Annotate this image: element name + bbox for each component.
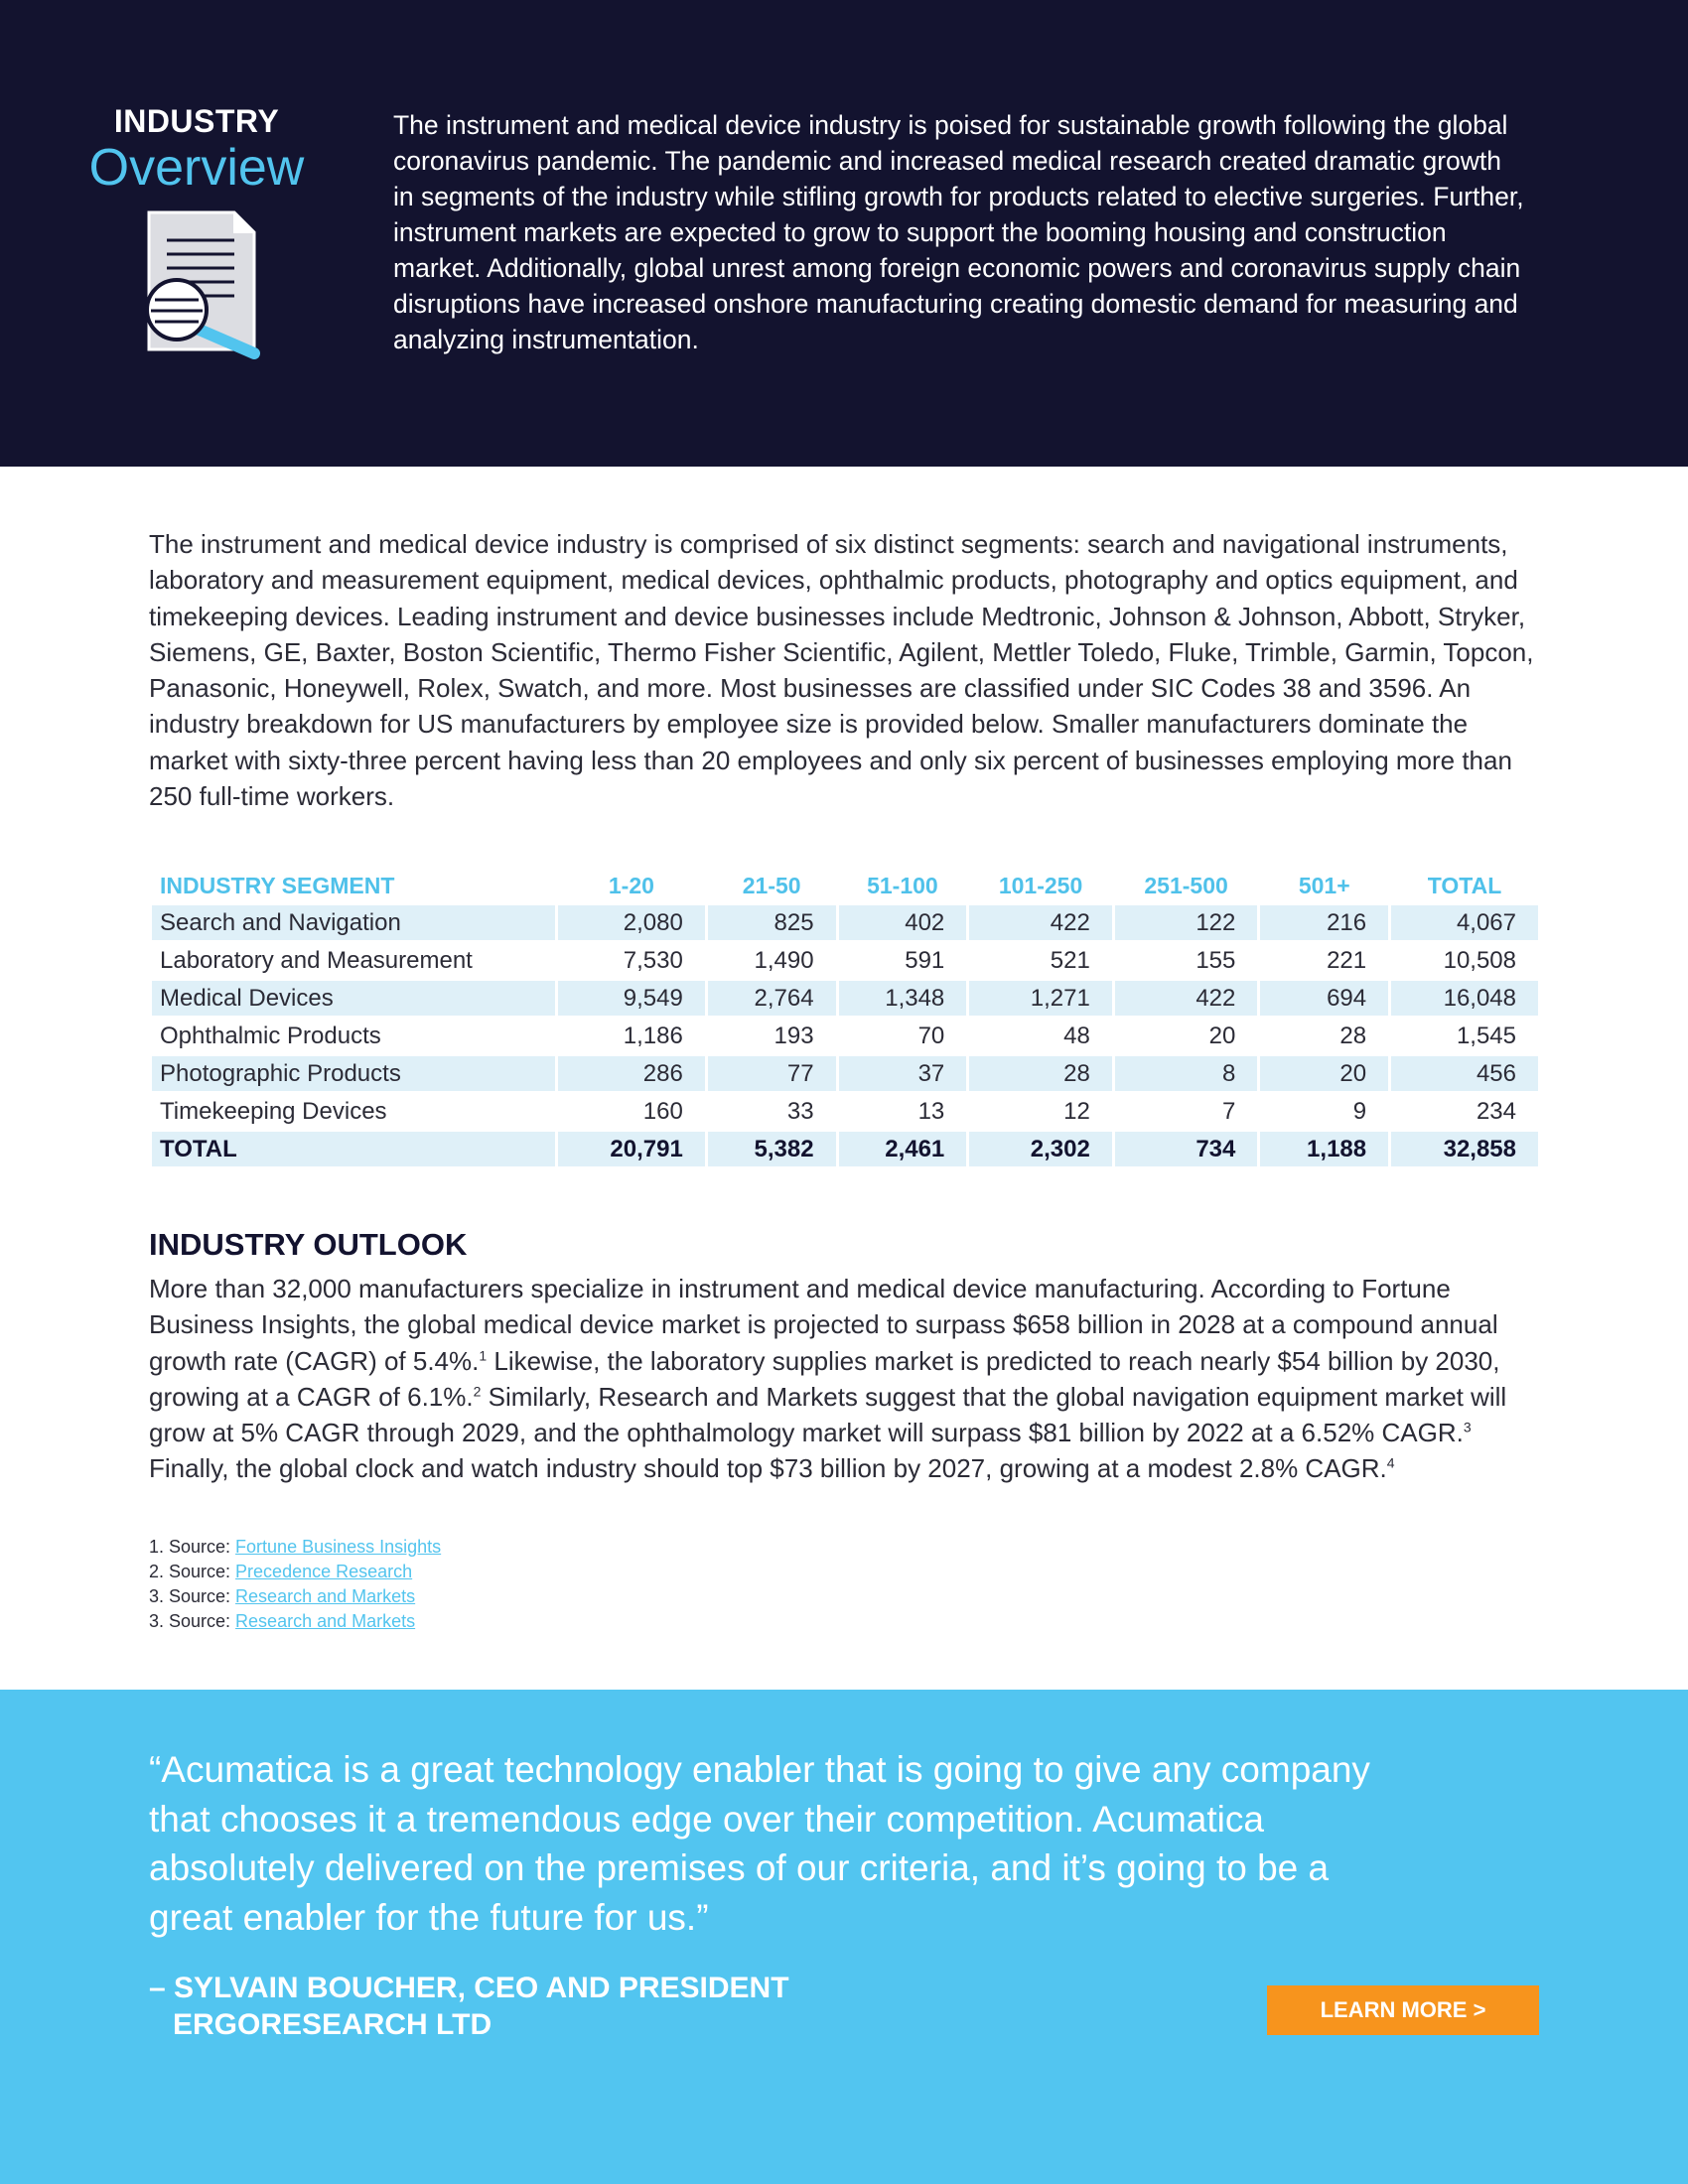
table-cell: 1,545 — [1456, 1022, 1516, 1049]
table-cell: 13 — [917, 1097, 945, 1125]
table-cell: 48 — [1063, 1022, 1090, 1049]
table-cell: 32,858 — [1391, 1132, 1538, 1166]
source-prefix: 3. Source: — [149, 1611, 236, 1631]
sources-list — [149, 1535, 441, 1634]
table-cell: 1,186 — [623, 1022, 683, 1049]
source-link[interactable]: Research and Markets — [235, 1611, 416, 1631]
table-cell: 16,048 — [1391, 981, 1538, 1016]
title-industry: INDUSTRY — [113, 103, 280, 139]
testimonial-quote: “Acumatica is a great technology enabler that is going to give any company that chooses it a tremendous edge over their competition. Acumatica absolutely delivered on the premises of our criteria, and it’s going to be a great enabler for the future for us.” — [149, 1749, 1370, 1938]
table-cell: 1,271 — [969, 981, 1112, 1016]
outlook-text: Finally, the global clock and watch industry should top $73 billion by 2027, growing at a modest 2.8% CAGR. — [149, 1453, 1387, 1484]
total-label: TOTAL — [152, 1132, 555, 1166]
table-cell: 77 — [708, 1056, 836, 1091]
table-cell: 456 — [1391, 1056, 1538, 1091]
intro-paragraph: The instrument and medical device industry is poised for sustainable growth following the global coronavirus pandemic. The pandemic and increased medical research created dramatic growth in segments of the industry while stifling growth for products related to elective surgeries. Further, instrument markets are expected to grow to support the booming housing and construction market. Additionally, global unrest among foreign economic powers and coronavirus supply chain disruptions have increased onshore manufacturing creating domestic demand for measuring and analyzing instrumentation. — [393, 110, 1524, 354]
table-cell: 1,188 — [1260, 1132, 1388, 1166]
table-cell: 422 — [969, 905, 1112, 940]
table-cell: 122 — [1115, 905, 1258, 940]
column-header: 501+ — [1298, 872, 1350, 898]
table-cell: 734 — [1115, 1132, 1258, 1166]
overview-header — [0, 0, 1688, 467]
table-cell: 70 — [917, 1022, 945, 1049]
table-cell: 28 — [969, 1056, 1112, 1091]
segment-name: Timekeeping Devices — [160, 1097, 387, 1125]
source-link[interactable]: Fortune Business Insights — [235, 1537, 442, 1557]
column-header: INDUSTRY SEGMENT — [160, 872, 395, 898]
table-total-row — [152, 1132, 1538, 1166]
segment-name: Laboratory and Measurement — [160, 946, 473, 974]
footnote-ref: 1 — [479, 1346, 488, 1363]
source-item — [149, 1584, 441, 1609]
segment-name: Medical Devices — [152, 981, 555, 1016]
table-cell: 1,348 — [839, 981, 967, 1016]
table-cell: 7,530 — [623, 946, 683, 974]
table-cell: 10,508 — [1443, 946, 1516, 974]
table-cell: 2,461 — [839, 1132, 967, 1166]
column-header: 21-50 — [742, 872, 801, 898]
column-header: 51-100 — [867, 872, 938, 898]
segment-name: Photographic Products — [152, 1056, 555, 1091]
table-cell: 9 — [1352, 1097, 1367, 1125]
column-header: 1-20 — [608, 872, 654, 898]
table-row — [152, 981, 1538, 1016]
source-item — [149, 1535, 441, 1560]
outlook-text: Likewise, the laboratory supplies market is predicted to reach nearly $54 billion by 2030, growing at a CAGR of 6.1%. — [149, 1345, 1500, 1412]
learn-more-button[interactable]: LEARN MORE > — [1267, 1985, 1539, 2035]
outlook-paragraph — [149, 1271, 1539, 1487]
table-cell: 28 — [1339, 1022, 1367, 1049]
table-cell: 286 — [558, 1056, 705, 1091]
segments-paragraph: The instrument and medical device industry is comprised of six distinct segments: search and navigational instruments, laboratory and measurement equipment, medical devices, ophthalmic products, photography and optics equipment, and timekeeping devices. Leading instrument and device businesses include Medtronic, Johnson & Johnson, Abbott, Stryker, Siemens, GE, Baxter, Boston Scientific, Thermo Fisher Scientific, Agilent, Mettler Toledo, Fluke, Trimble, Garmin, Topcon, Panasonic, Honeywell, Rolex, Swatch, and more. Most businesses are classified under SIC Codes 38 and 3596. An industry breakdown for US manufacturers by employee size is provided below. Smaller manufacturers dominate the market with sixty-three percent having less than 20 employees and only six percent of businesses employing more than 250 full-time workers. — [149, 529, 1534, 812]
table-cell: 221 — [1327, 946, 1367, 974]
table-cell: 422 — [1115, 981, 1258, 1016]
source-item — [149, 1609, 441, 1634]
overview-title — [60, 103, 334, 197]
testimonial-attribution — [149, 1970, 789, 2043]
footnote-ref: 2 — [473, 1383, 482, 1400]
table-cell: 521 — [1050, 946, 1090, 974]
table-row — [152, 1056, 1538, 1091]
table-row — [152, 1019, 1538, 1053]
table-cell: 825 — [708, 905, 836, 940]
table-cell: 402 — [839, 905, 967, 940]
segment-name: Ophthalmic Products — [160, 1022, 381, 1049]
table-cell: 2,302 — [969, 1132, 1112, 1166]
table-cell: 160 — [642, 1097, 683, 1125]
source-prefix: 3. Source: — [149, 1586, 236, 1606]
table-cell: 5,382 — [708, 1132, 836, 1166]
segment-table — [149, 866, 1541, 1169]
column-header: 101-250 — [998, 872, 1083, 898]
table-cell: 20 — [1208, 1022, 1236, 1049]
title-overview: Overview — [88, 139, 305, 197]
table-cell: 20 — [1260, 1056, 1388, 1091]
table-cell: 8 — [1115, 1056, 1258, 1091]
footnote-ref: 4 — [1386, 1454, 1395, 1471]
table-cell: 12 — [1063, 1097, 1090, 1125]
column-header: TOTAL — [1427, 872, 1502, 898]
table-cell: 234 — [1476, 1097, 1516, 1125]
table-cell: 591 — [905, 946, 945, 974]
table-cell: 33 — [786, 1097, 814, 1125]
attribution-name: – SYLVAIN BOUCHER, CEO AND PRESIDENT — [149, 1972, 789, 2004]
table-cell: 9,549 — [558, 981, 705, 1016]
column-header: 251-500 — [1144, 872, 1228, 898]
attribution-company: ERGORESEARCH LTD — [173, 2008, 492, 2041]
table-row — [152, 905, 1538, 940]
source-prefix: 2. Source: — [149, 1562, 236, 1581]
table-cell: 20,791 — [558, 1132, 705, 1166]
table-cell: 155 — [1196, 946, 1236, 974]
table-cell: 37 — [839, 1056, 967, 1091]
outlook-text: Similarly, Research and Markets suggest that the global navigation equipment market will grow at 5% CAGR through 2029, and the ophthalmology market will surpass $81 billion by 2022 at a 6.52% CAGR. — [149, 1381, 1507, 1448]
source-prefix: 1. Source: — [149, 1537, 236, 1557]
segment-name: Search and Navigation — [152, 905, 555, 940]
table-cell: 193 — [774, 1022, 814, 1049]
table-cell: 216 — [1260, 905, 1388, 940]
table-row — [152, 1094, 1538, 1129]
source-link[interactable]: Research and Markets — [235, 1586, 416, 1606]
table-cell: 1,490 — [754, 946, 814, 974]
outlook-heading: INDUSTRY OUTLOOK — [149, 1227, 468, 1262]
table-cell: 694 — [1260, 981, 1388, 1016]
table-row — [152, 943, 1538, 978]
source-item — [149, 1560, 441, 1584]
table-header-row — [152, 869, 1538, 902]
table-cell: 2,080 — [558, 905, 705, 940]
table-cell: 2,764 — [708, 981, 836, 1016]
document-magnifier-icon — [139, 210, 268, 359]
table-cell: 4,067 — [1391, 905, 1538, 940]
outlook-text: More than 32,000 manufacturers specialize in instrument and medical device manufacturing. According to Fortune Business Insights, the global medical device market is projected to surpass $658 billion in 2028 at a compound annual growth rate (CAGR) of 5.4%. — [149, 1274, 1498, 1376]
footnote-ref: 3 — [1463, 1419, 1472, 1435]
source-link[interactable]: Precedence Research — [235, 1562, 413, 1581]
table-cell: 7 — [1222, 1097, 1236, 1125]
